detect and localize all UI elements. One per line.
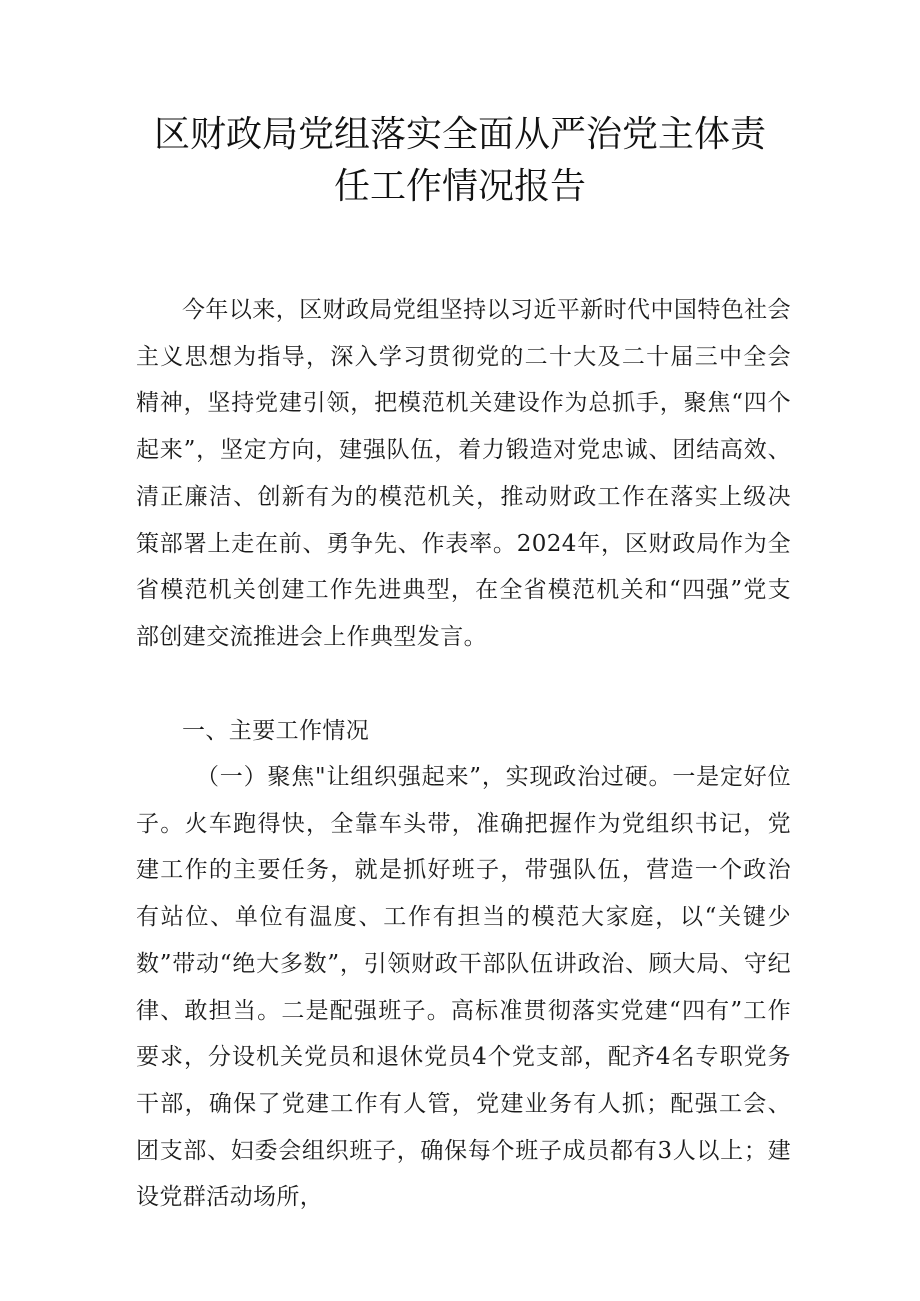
- document-title-line-2: 任工作情况报告: [333, 166, 586, 207]
- paragraph-intro: 今年以来，区财政局党组坚持以习近平新时代中国特色社会主义思想为指导，深入学习贯彻党的二十大及二十届三中全会精神，坚持党建引领，把模范机关建设作为总抓手，聚焦“四个起来”，坚定方向，建强队伍，着力锻造对党忠诚、团结高效、清正廉洁、创新有为的模范机关，推动财政工作在落实上级决策部署上走在前、勇争先、作表率。2024年，区财政局作为全省模范机关创建工作先进典型，在全省模范机关和“四强”党支部创建交流推进会上作典型发言。: [136, 297, 791, 650]
- section-heading: 一、主要工作情况: [182, 718, 370, 744]
- paragraph-section-1: （一）聚焦"让组织强起来”，实现政治过硬。一是定好位子。火车跑得快，全靠车头带，准确把握作为党组织书记，党建工作的主要任务，就是抓好班子，带强队伍，营造一个政治有站位、单位有温度、工作有担当的模范大家庭，以“关键少数”带动“绝大多数”，引领财政干部队伍讲政治、顾大局、守纪律、敢担当。二是配强班子。高标准贯彻落实党建“四有”工作要求，分设机关党员和退休党员4个党支部，配齐4名专职党务干部，确保了党建工作有人管，党建业务有人抓；配强工会、团支部、妇委会组织班子，确保每个班子成员都有3人以上；建设党群活动场所，: [136, 764, 791, 1211]
- document-title-line-1: 区财政局党组落实全面从严治党主体责: [153, 114, 766, 155]
